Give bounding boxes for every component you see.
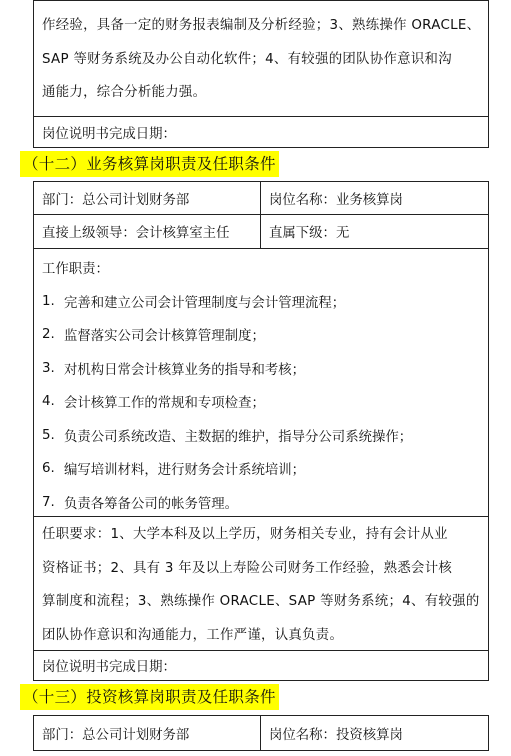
list-text: 会计核算工作的常规和专项检查； xyxy=(64,396,265,412)
completion-date-row: 岗位说明书完成日期： xyxy=(34,116,488,148)
list-text: 监督落实公司会计核算管理制度； xyxy=(64,329,265,345)
text-line: SAP 等财务系统及办公自动化软件；4、有较强的团队协作意识和沟 xyxy=(42,51,452,67)
requirements-continuation xyxy=(34,1,488,116)
list-number: 1. xyxy=(42,293,55,309)
list-number: 3. xyxy=(42,360,55,376)
list-number: 6. xyxy=(42,461,55,477)
section-heading: （十二）业务核算岗职责及任职条件 xyxy=(20,151,279,177)
position-table xyxy=(33,181,489,681)
list-item xyxy=(34,486,488,520)
text-line: 作经验，具备一定的财务报表编制及分析经验；3、熟练操作 ORACLE、 xyxy=(42,18,481,33)
list-number: 4. xyxy=(42,394,55,410)
reporting-row xyxy=(34,214,488,248)
list-text: 完善和建立公司会计管理制度与会计管理流程； xyxy=(64,295,346,311)
text-line: 资格证书；2、具有 3 年及以上寿险公司财务工作经验，熟悉会计核 xyxy=(42,560,453,576)
list-text: 编写培训材料，进行财务会计系统培训； xyxy=(64,463,306,479)
section-heading: （十三）投资核算岗职责及任职条件 xyxy=(20,684,279,710)
duties-cell xyxy=(34,248,488,516)
department-row xyxy=(34,716,488,750)
department-cell: 部门：总公司计划财务部 xyxy=(34,182,261,214)
text-line: 团队协作意识和沟通能力，工作严谨，认真负责。 xyxy=(42,627,344,643)
duties-title: 工作职责： xyxy=(42,262,109,278)
list-number: 7. xyxy=(42,494,55,510)
list-text: 负责公司系统改造、主数据的维护，指导分公司系统操作； xyxy=(64,429,413,445)
position-name-cell: 岗位名称：业务核算岗 xyxy=(269,192,403,208)
list-item xyxy=(34,419,488,453)
text-line: 通能力，综合分析能力强。 xyxy=(42,85,207,100)
position-name-cell: 岗位名称：投资核算岗 xyxy=(269,727,403,743)
text-line: 算制度和流程；3、熟练操作 ORACLE、SAP 等财务系统；4、有较强的 xyxy=(42,594,480,609)
list-item xyxy=(34,285,488,319)
requirements-cell xyxy=(34,516,488,650)
subordinate-cell: 直属下级：无 xyxy=(269,226,350,241)
list-item xyxy=(34,385,488,419)
department-cell: 部门：总公司计划财务部 xyxy=(34,716,261,750)
list-text: 负责各筹备公司的帐务管理。 xyxy=(64,496,239,512)
department-row xyxy=(34,182,488,214)
previous-position-table xyxy=(33,0,489,148)
list-number: 2. xyxy=(42,327,55,343)
list-item xyxy=(34,352,488,386)
list-item xyxy=(34,452,488,486)
list-text: 对机构日常会计核算业务的指导和考核； xyxy=(64,362,306,378)
text-line: 任职要求：1、大学本科及以上学历，财务相关专业，持有会计从业 xyxy=(42,527,448,542)
list-number: 5. xyxy=(42,427,55,443)
position-table xyxy=(33,715,489,751)
superior-cell: 直接上级领导：会计核算室主任 xyxy=(34,215,261,248)
list-item xyxy=(34,318,488,352)
completion-date-row: 岗位说明书完成日期： xyxy=(34,650,488,680)
